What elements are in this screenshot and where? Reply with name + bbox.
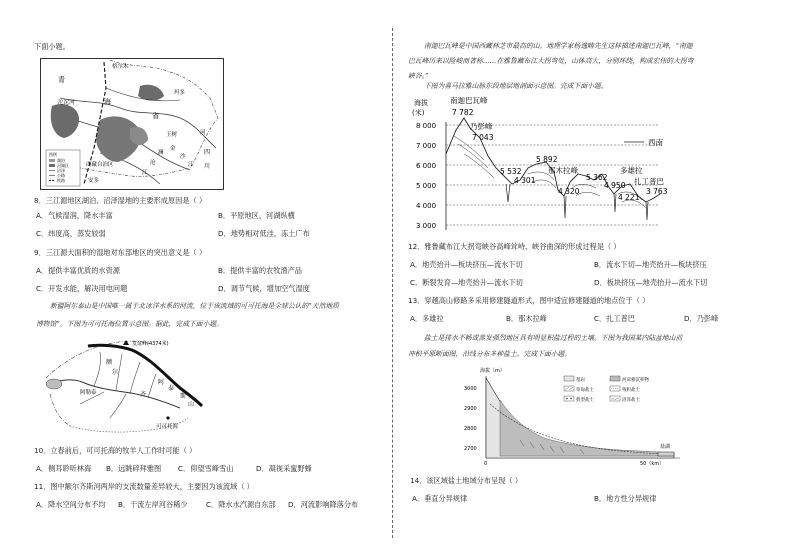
map-label: 川 <box>204 163 211 170</box>
peak-name-label: 南迦巴瓦峰 <box>450 96 488 105</box>
y-tick-label: 3000 <box>464 386 477 392</box>
q10-stem: 10．立春前后，可可托海的牧羊人工作时可能（ ） <box>34 446 197 455</box>
x-tick-label: 50（km） <box>640 461 665 467</box>
map-label: 西藏自治区 <box>86 162 114 168</box>
naipeng-alt-label: 7 043 <box>472 133 494 142</box>
q10-option-b[interactable]: B．远眺碎拜雅图 <box>106 464 162 473</box>
legend-item: 残积盐土 <box>622 388 640 393</box>
map-label: 金 <box>170 146 176 152</box>
q11-option-a[interactable]: A．降水空间分布不均 <box>36 500 106 509</box>
peak-alt-label: 7 782 <box>452 108 474 117</box>
elevation-label: 3 763 <box>646 187 668 196</box>
map-label: 玛多 <box>174 90 186 96</box>
map-label: 海 <box>104 98 111 106</box>
map-label: 阿 <box>158 379 165 386</box>
saline-soil-section-diagram <box>460 364 688 468</box>
elevation-label: 4 320 <box>558 187 580 196</box>
legend-lake: 湖泊 <box>57 158 65 163</box>
q11-option-c[interactable]: C．降水水汽源自东部 <box>206 500 276 509</box>
map-label: 省 <box>152 112 159 120</box>
y-tick-label: 4 000 <box>416 202 437 210</box>
soil-legend <box>564 376 649 403</box>
passage-saline-line2: 冲积平原断面图，沿线分布多种盐土。完成下面小题。 <box>408 350 572 358</box>
map-label: 澜 <box>158 150 164 156</box>
y-tick-label: 2700 <box>464 446 477 452</box>
q13-option-b[interactable]: B．那木拉峰 <box>506 314 547 323</box>
y-axis-title: 海拔（m） <box>480 368 505 374</box>
map-label: 四 <box>204 149 211 156</box>
river-valley-mark <box>614 194 616 212</box>
y-tick-label: 7 000 <box>416 142 437 150</box>
y-tick-label: 2900 <box>464 406 477 412</box>
map-label: 沧 <box>150 160 156 166</box>
peak-icon <box>123 340 129 345</box>
q10-option-c[interactable]: C．仰望雪峰雪山 <box>178 464 234 473</box>
q13-option-d[interactable]: D．乃彭峰 <box>684 314 719 323</box>
map-label: 河 <box>200 130 206 136</box>
tributary <box>94 352 101 386</box>
q12-stem: 12．雅鲁藏布江大拐弯峡谷高峰耸峙、峡谷曲深的形成过程是（ ） <box>408 242 621 251</box>
q14-stem: 14．该区域盐土地域分布呈现（ ） <box>410 476 523 485</box>
q13-option-a[interactable]: A．多雄拉 <box>410 314 444 323</box>
legend-item: 基岩 <box>576 378 585 383</box>
passage-namcha-line1: 南迦巴瓦峰是中国西藏林芝市最高的山。地理学家杨逸畴先生这样描述南迦巴瓦峰，“南迦 <box>424 42 693 50</box>
q12-option-c[interactable]: C．断裂发育—地壳抬升—流水下切 <box>410 278 523 287</box>
column-divider <box>392 28 393 538</box>
y-axis-unit: (米) <box>412 109 425 117</box>
legend-title: 图例 <box>49 152 57 157</box>
y-axis-title: 海拔 <box>414 99 428 107</box>
q9-option-b[interactable]: B．提供丰富的农牧渔产品 <box>218 266 302 275</box>
q13-stem: 13．穿越高山修路多采用修建隧道形式，图中适宜修建隧道的地点位于（ ） <box>408 296 650 305</box>
x-tick-label: 0 <box>484 461 488 467</box>
map-label: 山 <box>188 401 195 408</box>
legend-rail: 铁路 <box>57 178 65 183</box>
elevation-label: 4 950 <box>604 181 626 190</box>
legend-wetland: 河湖区 <box>57 163 69 168</box>
sanjiangyuan-map <box>40 58 224 190</box>
elevation-label: 5 362 <box>586 173 608 182</box>
border-line <box>50 394 70 426</box>
q10-option-d[interactable]: D．凝视采蜜野蜂 <box>256 464 312 473</box>
q9-option-c[interactable]: C．开发水能，解决用电问题 <box>36 284 128 293</box>
passage-keketuohai-line1: 新疆阿尔泰山是中国唯一属于北冰洋水系的河流，位于该流域的可可托海是全球公认的“天然地质 <box>50 302 339 310</box>
tributary <box>148 374 156 398</box>
q9-option-a[interactable]: A．提供丰富优质的水资源 <box>36 266 120 275</box>
q10-option-a[interactable]: A．侧耳聆听林海 <box>36 464 92 473</box>
map-label: 可可托海 <box>156 424 179 430</box>
intro-text: 下面小题。 <box>34 42 70 51</box>
map-label: 沱沱河 <box>58 100 75 106</box>
tributary <box>130 362 140 394</box>
namula-label: 那木拉峰 <box>548 166 578 175</box>
elevation-label: 4 301 <box>514 176 536 185</box>
naipeng-label: 乃彭峰 <box>470 122 493 131</box>
peak-label: 友谊峰(4374米) <box>132 341 169 347</box>
y-tick-label: 2800 <box>464 426 477 432</box>
q8-option-c[interactable]: C．纬度高，蒸发较弱 <box>36 229 106 238</box>
q11-option-d[interactable]: D．河流影响降落分布 <box>288 500 359 509</box>
legend-item: 沼泽盐土 <box>622 398 640 403</box>
passage-namcha-line3: 峡谷。” <box>408 72 429 80</box>
duoxiong-label: 多雄拉 <box>620 166 643 175</box>
q12-option-a[interactable]: A．地壳抬升—板块挤压—流水下切 <box>410 260 523 269</box>
passage-namcha-line2: 巴瓦峰历来以险峻而著称……在雅鲁藏布江大拐弯处，山体高大，分别环绕，构成宏伟的大拐弯 <box>408 57 694 65</box>
tributary <box>110 394 126 418</box>
q8-option-b[interactable]: B．平原地区，河湖纵横 <box>218 211 295 220</box>
q8-stem: 8．三江源地区湖泊、沼泽湿地的主要形成原因是（ ） <box>34 196 207 205</box>
river-valley-mark <box>506 184 510 202</box>
elevation-label: 4 221 <box>618 193 640 202</box>
legend-item: 典型盐土 <box>576 398 594 403</box>
y-tick-label: 5 000 <box>416 182 437 190</box>
elevation-label: 5 532 <box>500 167 522 176</box>
river-valley-mark <box>646 202 648 220</box>
map-label: 齐 <box>140 391 147 398</box>
map-label: 安多 <box>88 178 100 184</box>
legend-marsh: 沼泽 <box>57 168 65 173</box>
q11-option-b[interactable]: B．干流左岸河谷稀少 <box>118 500 188 509</box>
map-label: 沙 <box>180 154 186 160</box>
map-label: 阿勒泰 <box>80 390 97 396</box>
q14-option-a[interactable]: A．垂直分异规律 <box>412 494 468 503</box>
sediment-layer <box>500 400 674 456</box>
q12-option-d[interactable]: D．板块挤压—地壳抬升—流水下切 <box>594 278 708 287</box>
legend-road: 公路 <box>57 173 65 178</box>
map-label: 格尔木 <box>112 64 129 70</box>
y-tick-label: 3 000 <box>416 222 437 230</box>
y-tick-label: 6 000 <box>416 162 437 170</box>
map-label: 江 <box>188 162 194 168</box>
salt-lake <box>658 452 674 456</box>
q14-option-b[interactable]: B．地方性分异规律 <box>594 494 657 503</box>
town-dot <box>166 416 169 419</box>
q13-option-c[interactable]: C．扎工普巴 <box>594 314 635 323</box>
q8-option-a[interactable]: A．气候湿润，降水丰富 <box>36 211 113 220</box>
map-label: 青 <box>58 76 65 84</box>
q9-option-d[interactable]: D．调节气候，增加空气湿度 <box>218 284 310 293</box>
passage-keketuohai-line2: 博物馆”。下图为可可托海位置示意图。据此，完成下面小题。 <box>36 320 223 328</box>
lake <box>46 379 62 389</box>
direction-label: 西南 <box>648 138 663 147</box>
map-label: 玉树 <box>166 132 178 138</box>
river-valley-mark <box>564 196 566 218</box>
map-label: 江 <box>142 170 148 176</box>
q11-stem: 11．图中额尔齐斯河两岸的支流数量差异较大，主要因为该流域（ ） <box>34 482 254 491</box>
keketuohai-map <box>40 334 204 438</box>
q8-option-d[interactable]: D．地势相对低洼，冻土广布 <box>218 229 310 238</box>
map-label: 泰 <box>168 385 175 392</box>
map-label: 尔 <box>112 369 119 376</box>
salt-lake-label: 盐湖 <box>660 444 671 450</box>
q9-stem: 9．三江源大面积的湿地对东部地区的突出意义是（ ） <box>34 248 207 257</box>
q12-option-b[interactable]: B．流水下切—地壳抬升—板块挤压 <box>594 260 707 269</box>
legend-item: 河床相沉积物 <box>622 378 649 383</box>
passage-namcha-line4: 下图为喜马拉雅山脉东段地层地剖面示意图。完成下面小题。 <box>424 82 608 90</box>
y-tick-label: 8 000 <box>416 122 437 130</box>
passage-saline-line1: 盐土是排水不畅或蒸发强烈地区具有明显积盐过程的土壤。下图为我国某内陆盆地山前 <box>424 334 683 342</box>
elevation-label: 5 892 <box>536 155 558 164</box>
map-label: 额 <box>106 359 113 366</box>
himalaya-profile-diagram <box>408 94 678 236</box>
legend-item: 草甸盐土 <box>576 388 594 393</box>
map-label: 斯 <box>180 393 187 400</box>
zhagong-label: 扎工普巴 <box>634 177 664 186</box>
